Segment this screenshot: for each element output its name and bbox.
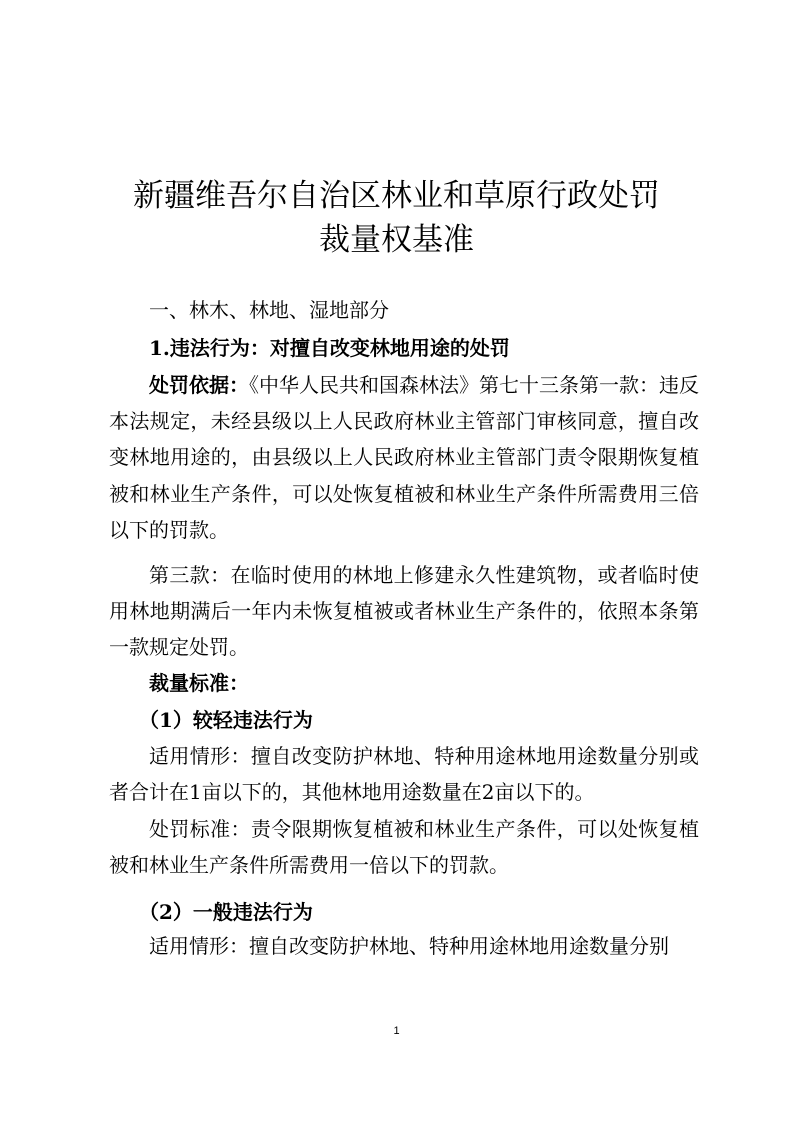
minor-violation-heading: （1）较轻违法行为 <box>139 708 313 732</box>
section-heading: 一、林木、林地、湿地部分 <box>149 298 389 322</box>
general-violation-heading: （2）一般违法行为 <box>139 900 313 924</box>
page-number: 1 <box>393 1025 400 1037</box>
item-heading: 1.违法行为：对擅自改变林地用途的处罚 <box>149 336 510 360</box>
document-title-line1: 新疆维吾尔自治区林业和草原行政处罚 <box>133 178 660 214</box>
clause3-paragraph: 第三款：在临时使用的林地上修建永久性建筑物，或者临时使用林地期满后一年内未恢复植被或者林业生产条件的，依照本条第一款规定处罚。 <box>109 563 699 660</box>
penalty-basis-label: 处罚依据： <box>149 373 249 397</box>
general-applicable-paragraph: 适用情形：擅自改变防护林地、特种用途林地用途数量分别 <box>149 934 669 958</box>
standard-label: 裁量标准： <box>149 671 249 695</box>
document-title-line2: 裁量权基准 <box>319 222 474 258</box>
penalty-basis-paragraph <box>109 367 699 548</box>
minor-penalty-paragraph: 处罚标准：责令限期恢复植被和林业生产条件，可以处恢复植被和林业生产条件所需费用一倍以下的罚款。 <box>109 817 699 878</box>
penalty-basis-text: 《中华人民共和国森林法》第七十三条第一款：违反本法规定，未经县级以上人民政府林业主管部门审核同意，擅自改变林地用途的，由县级以上人民政府林业主管部门责令限期恢复植被和林业生产条件，可以处恢复植被和林业生产条件所需费用三倍以下的罚款。 <box>109 373 699 542</box>
minor-applicable-paragraph: 适用情形：擅自改变防护林地、特种用途林地用途数量分别或者合计在1亩以下的，其他林地用途数量在2亩以下的。 <box>109 744 699 805</box>
